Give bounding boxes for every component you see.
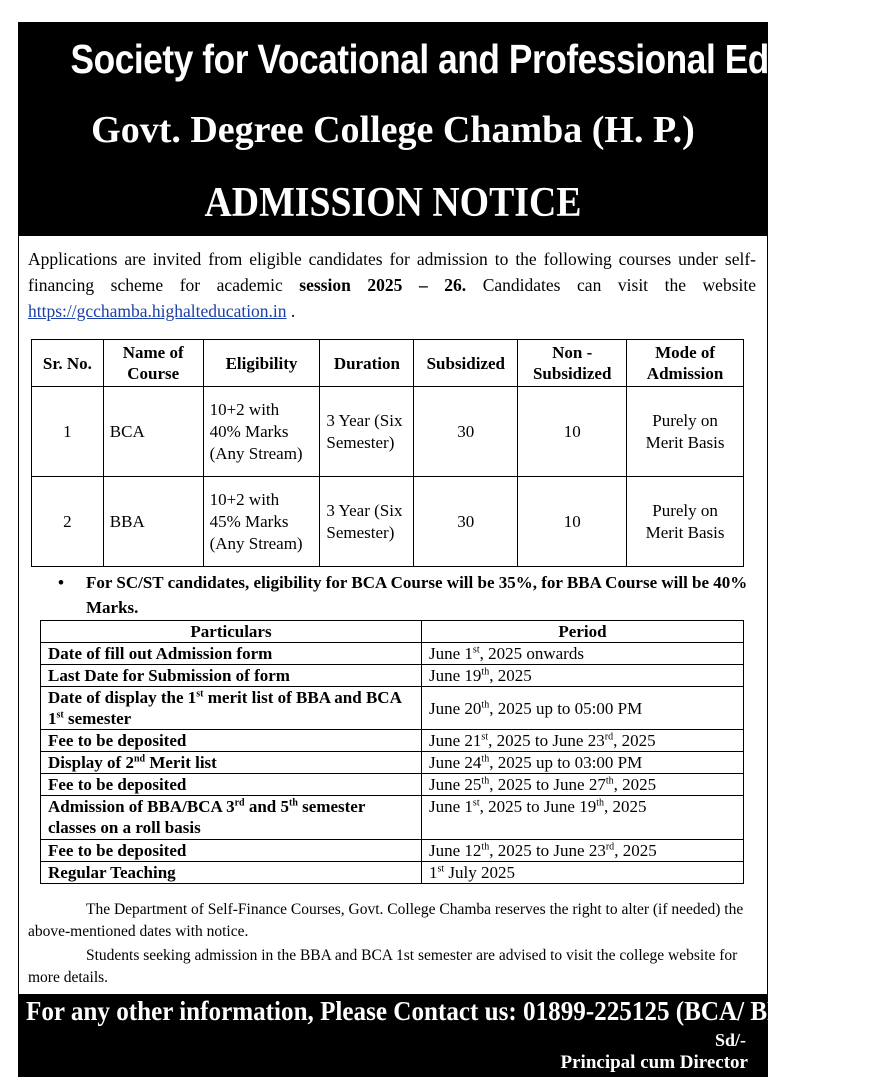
cell-particular: Fee to be deposited: [41, 730, 422, 752]
courses-header-row: [32, 340, 744, 387]
col-header-period: Period: [422, 621, 744, 643]
session-text: session 2025 – 26.: [299, 275, 467, 295]
table-row: [41, 730, 744, 752]
col-header-particulars: Particulars: [41, 621, 422, 643]
cell-duration: 3 Year (Six Semester): [320, 387, 414, 477]
cell-sr: 2: [32, 477, 104, 567]
cell-period: June 1st, 2025 to June 19th, 2025: [422, 796, 744, 840]
cell-period: June 24th, 2025 up to 03:00 PM: [422, 752, 744, 774]
cell-subsidized: 30: [414, 387, 518, 477]
table-row: [41, 665, 744, 687]
cell-mode: Purely on Merit Basis: [627, 477, 744, 567]
signatory-title: Principal cum Director: [560, 1052, 748, 1073]
cell-period: June 1st, 2025 onwards: [422, 643, 744, 665]
cell-period: June 12th, 2025 to June 23rd, 2025: [422, 840, 744, 862]
intro-text-2: Candidates can visit the website: [466, 275, 757, 295]
table-row: [41, 687, 744, 730]
cell-duration: 3 Year (Six Semester): [320, 477, 414, 567]
paragraph-website-advice: [28, 945, 758, 989]
cell-particular: Date of display the 1st merit list of BBA and BCA 1st semester: [41, 687, 422, 730]
courses-table: [31, 339, 744, 567]
intro-end: .: [286, 301, 296, 321]
table-row: [32, 387, 744, 477]
intro-paragraph: [28, 246, 756, 324]
col-header-non-subsidized: Non - Subsidized: [518, 340, 627, 387]
col-header-mode: Mode of Admission: [627, 340, 744, 387]
cell-non-subsidized: 10: [518, 387, 627, 477]
college-title: Govt. Degree College Chamba (H. P.): [91, 109, 695, 151]
bullet-icon: •: [58, 573, 64, 592]
cell-period: June 25th, 2025 to June 27th, 2025: [422, 774, 744, 796]
table-row: [41, 643, 744, 665]
schedule-header-row: [41, 621, 744, 643]
col-header-subsidized: Subsidized: [414, 340, 518, 387]
table-row: [41, 752, 744, 774]
cell-particular: Date of fill out Admission form: [41, 643, 422, 665]
cell-eligibility: 10+2 with 45% Marks (Any Stream): [203, 477, 320, 567]
paragraph-text: Students seeking admission in the BBA and BCA 1st semester are advised to visit the college website for more details.: [28, 947, 738, 986]
col-header-sr: Sr. No.: [32, 340, 104, 387]
table-row: [41, 774, 744, 796]
cell-eligibility: 10+2 with 40% Marks (Any Stream): [203, 387, 320, 477]
cell-period: June 19th, 2025: [422, 665, 744, 687]
notice-header: [18, 22, 891, 236]
cell-mode: Purely on Merit Basis: [627, 387, 744, 477]
col-header-eligibility: Eligibility: [203, 340, 320, 387]
schedule-table: [40, 620, 744, 884]
table-row: [41, 796, 744, 840]
contact-line: For any other information, Please Contact us: 01899-225125 (BCA/ BBA): [26, 996, 811, 1026]
intro-text-1: Applications are invited from eligible candidates for admission to the following courses under self-financing scheme for academic: [28, 249, 756, 295]
cell-particular: Admission of BBA/BCA 3rd and 5th semester classes on a roll basis: [41, 796, 422, 840]
cell-course: BCA: [103, 387, 203, 477]
table-row: [41, 840, 744, 862]
cell-particular: Fee to be deposited: [41, 774, 422, 796]
note-text: For SC/ST candidates, eligibility for BCA Course will be 35%, for BBA Course will be 40% Marks.: [86, 573, 748, 617]
col-header-duration: Duration: [320, 340, 414, 387]
cell-period: June 21st, 2025 to June 23rd, 2025: [422, 730, 744, 752]
paragraph-dates-notice: [28, 899, 758, 943]
contact-footer: [18, 994, 811, 1077]
col-header-name: Name of Course: [103, 340, 203, 387]
cell-period: June 20th, 2025 up to 05:00 PM: [422, 687, 744, 730]
paragraph-text: The Department of Self-Finance Courses, Govt. College Chamba reserves the right to alter (if needed) the above-mentioned dates with notice.: [28, 901, 744, 940]
cell-particular: Fee to be deposited: [41, 840, 422, 862]
society-title: Society for Vocational and Professional Education: [70, 36, 891, 82]
signature: Sd/-: [714, 1030, 746, 1050]
cell-period: 1st July 2025: [422, 862, 744, 884]
cell-subsidized: 30: [414, 477, 518, 567]
cell-non-subsidized: 10: [518, 477, 627, 567]
eligibility-note: [58, 570, 758, 620]
website-link[interactable]: https://gcchamba.highalteducation.in: [28, 301, 287, 321]
cell-sr: 1: [32, 387, 104, 477]
cell-course: BBA: [103, 477, 203, 567]
cell-particular: Last Date for Submission of form: [41, 665, 422, 687]
cell-particular: Display of 2nd Merit list: [41, 752, 422, 774]
table-row: [32, 477, 744, 567]
notice-title: ADMISSION NOTICE: [204, 180, 582, 226]
table-row: [41, 862, 744, 884]
cell-particular: Regular Teaching: [41, 862, 422, 884]
